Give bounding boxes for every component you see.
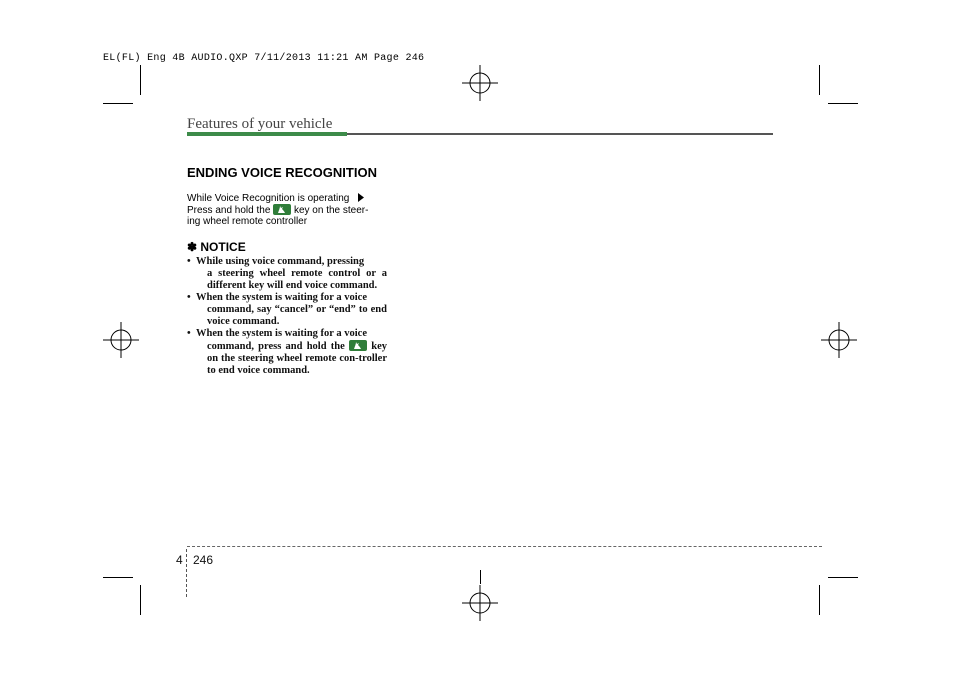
notice-list	[187, 256, 387, 377]
body-paragraph	[187, 193, 382, 227]
notice-item-rest: command, say “cancel” or “end” to end voice command.	[207, 304, 387, 327]
printer-slug: EL(FL) Eng 4B AUDIO.QXP 7/11/2013 11:21 AM Page 246	[103, 53, 425, 64]
notice-item-first: When the system is waiting for a voice	[196, 292, 367, 303]
section-header: Features of your vehicle	[187, 116, 333, 132]
body-line-text: While Voice Recognition is operating	[187, 193, 350, 204]
list-item	[187, 292, 387, 328]
notice-item-rest-pre: command, press and hold the	[207, 341, 345, 352]
bullet: •	[187, 292, 191, 303]
play-arrow-icon	[358, 193, 364, 202]
header-rule-accent	[187, 132, 347, 136]
voice-recognition-key-icon	[349, 340, 367, 351]
crop-mark	[819, 585, 820, 615]
bullet: •	[187, 256, 191, 267]
crop-mark	[828, 103, 858, 104]
crop-mark	[103, 577, 133, 578]
registration-mark-icon	[821, 322, 857, 358]
notice-item-rest: a steering wheel remote control or a different key will end voice command.	[207, 268, 387, 291]
footer-rule	[187, 546, 822, 547]
body-line-text: key on the steer-	[293, 205, 369, 216]
notice-item-first: While using voice command, pressing	[196, 256, 365, 267]
crop-mark	[480, 570, 481, 584]
notice-title: ✽ NOTICE	[187, 240, 246, 254]
body-line-text: Press and hold the	[187, 205, 271, 216]
body-line	[187, 193, 382, 204]
page-number: 246	[193, 553, 214, 567]
list-item	[187, 256, 387, 292]
crop-mark	[828, 577, 858, 578]
list-item	[187, 328, 387, 377]
registration-mark-icon	[462, 65, 498, 101]
footer-divider	[186, 549, 187, 597]
header-rule	[347, 133, 773, 135]
crop-mark	[819, 65, 820, 95]
body-line: ing wheel remote controller	[187, 216, 308, 227]
voice-recognition-key-icon	[273, 204, 291, 215]
crop-mark	[140, 585, 141, 615]
crop-mark	[140, 65, 141, 95]
bullet: •	[187, 328, 191, 339]
body-line	[187, 204, 382, 216]
notice-item-rest-post: key on the steering wheel remote con-troller to end voice command.	[207, 341, 388, 376]
crop-mark	[103, 103, 133, 104]
registration-mark-icon	[462, 585, 498, 621]
chapter-number: 4	[176, 553, 183, 567]
registration-mark-icon	[103, 322, 139, 358]
notice-item-rest	[196, 340, 387, 377]
notice-item-first: When the system is waiting for a voice	[196, 328, 367, 339]
section-heading: ENDING VOICE RECOGNITION	[187, 165, 377, 180]
